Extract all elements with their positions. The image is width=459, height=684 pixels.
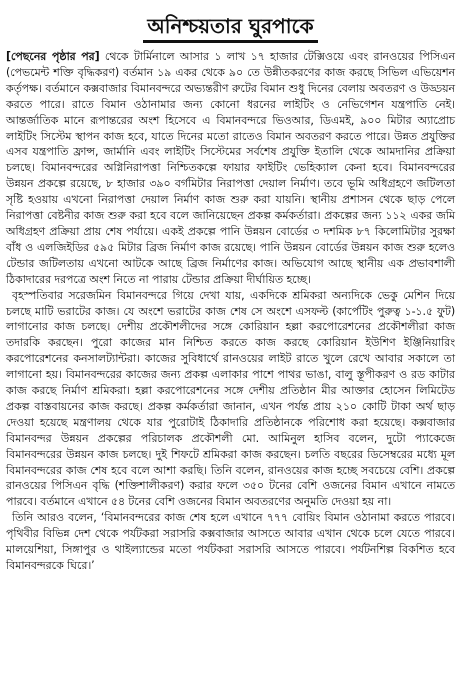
paragraph-text: থেকে টার্মিনালে আসার ১ লাখ ১৭ হাজার টেক্সিওয়ে এবং রানওয়ের পিসিএন (পেভমেন্ট শক্তি বৃদ্ধিকরণ) বর্তমান ১৯ একর থেকে ৯০ তে উন্নীতকরণের কাজ করছে সিভিল এভিয়েশন কর্তৃপক্ষ। বর্তমানে কক্সবাজার বিমানবন্দরে অভ্যন্তরীণ রুটের বিমান শুধু দিনের বেলায় অবতরণ ও উড্ডয়ন করতে পারে। রাতে বিমান ওঠানামার জন্য কোনো ধরনের লাইটিং ও নেভিগেশন যন্ত্রপাতি নেই। আন্তর্জাতিক মানে রূপান্তরের অংশ হিসেবে এ বিমানবন্দরে ভিওআর, ডিএমই, ৯০০ মিটার অ্যাপ্রোচ লাইটিং সিস্টেম স্থাপন কাজ হবে, যাতে দিনের মতো রাতেও বিমান অবতরণ করতে পারে। উন্নত প্রযুক্তির এসব যন্ত্রপাতি ফ্রান্স, জার্মানি এবং লাইটিং সিস্টেমের সর্বশেষ প্রযুক্তি ইতালি থেকে আমদানির প্রক্রিয়া চলছে। বিমানবন্দরের অগ্নিনিরাপত্তা নিশ্চিতকল্পে ফায়ার ফাইটিং ভেহিক্যাল কেনা হবে। বিমানবন্দরের উন্নয়ন প্রকল্পে রয়েছে, ৮ হাজার ৩৯০ বর্গমিটার নিরাপত্তা দেয়াল নির্মাণ। তবে ভূমি অধিগ্রহণে জটিলতা সৃষ্টি হওয়ায় এখনো নিরাপত্তা দেয়াল নির্মাণ কাজ শুরু করা যায়নি। স্থানীয় প্রশাসন থেকে ছাড় পেলে নিরাপত্তা বেষ্টনীর কাজ শুরু করা হবে বলে জানিয়েছেন প্রকল্প কর্মকর্তারা। প্রকল্পের জন্য ১১২ একর জমি অধিগ্রহণ প্রক্রিয়া প্রায় শেষ পর্যায়ে। একই প্রকল্পে পানি উন্নয়ন বোর্ডের ৩ দশমিক ৮৭ কিলোমিটার সুরক্ষা বাঁধ ও এলজিইডির ৫৯৫ মিটার ব্রিজ নির্মাণ কাজ রয়েছে। পানি উন্নয়ন বোর্ডের উন্নয়ন কাজ শুরু হলেও টেন্ডার জটিলতায় এখনো আটকে আছে ব্রিজ নির্মাণের কাজ। অভিযোগ আছে স্থানীয় এক প্রভাবশালী ঠিকাদারের দরপত্রে অংশ নিতে না পারায় টেন্ডার প্রক্রিয়া দীর্ঘায়িত হচ্ছে। <box>6 50 456 286</box>
article-paragraph <box>6 288 455 511</box>
article-headline: অনিশ্চয়তার ঘুরপাকে <box>143 14 317 43</box>
continued-from-label: [পেছনের পৃষ্ঠার পর] <box>6 50 100 63</box>
paragraph-text: বৃহস্পতিবার সরেজমিন বিমানবন্দরে গিয়ে দেখা যায়, একদিকে শ্রমিকরা অন্যদিকে ভেকু মেশিন দিয়ে চলছে মাটি ভরাটের কাজ। যে অংশে ভরাটের কাজ শেষ সে অংশে এসফল্ট (কার্পেটিং পুরুত্ব ১-১.৫ ফুট) লাগানোর কাজ চলছে। দেশীয় প্রকৌশলীদের সঙ্গে কোরিয়ান হল্লা করপোরেশনের প্রকৌশলীরা কাজ তদারকি করছেন। পুরো কাজের মান নিশ্চিত করতে কাজ করছে কোরিয়ান ইউশিণ ইঞ্জিনিয়ারিং করপোরেশনের কনসালট্যান্টরা। কাজের সুবিধার্থে রানওয়ের লাইট রাতে খুলে রেখে আবার সকালে তা লাগানো হয়। বিমানবন্দরের কাজের জন্য প্রকল্প এলাকার পাশে পাথর ভাঙা, বালু স্তূপীকরণ ও রড কাটার কাজ করছে নির্মাণ শ্রমিকরা। হল্লা করপোরেশনের সঙ্গে দেশীয় প্রতিষ্ঠান মীর আক্তার হোসেন লিমিটেড প্রকল্প বাস্তবায়নের কাজ করছে। প্রকল্প কর্মকর্তারা জানান, এখন পর্যন্ত প্রায় ২১০ কোটি টাকা অর্থ ছাড় দেওয়া হয়েছে মন্ত্রণালয় থেকে যার পুরোটাই ঠিকাদারি প্রতিষ্ঠানকে পরিশোধ করা হয়েছে। কক্সবাজার বিমানবন্দর উন্নয়ন প্রকল্পের পরিচালক প্রকৌশলী মো. আমিনুল হাসিব বলেন, দুটো প্যাকেজে বিমানবন্দরের উন্নয়ন কাজ চলছে। দুই শিফটে শ্রমিকরা কাজ করছেন। চলতি বছরের ডিসেম্বরের মধ্যে মূল বিমানবন্দরের কাজ শেষ হবে বলে আশা করছি। তিনি বলেন, রানওয়ের কাজ হচ্ছে সবচেয়ে বেশি। প্রকল্পে রানওয়ের পিসিএন বৃদ্ধি (শক্তিশালীকরণ) করার ফলে ৩৫০ টনের বেশি ওজনের বিমান এখানে নামতে পারবে। বর্তমানে এখানে ৫৪ টনের বেশি ওজনের বিমান অবতরণের অনুমতি দেওয়া হয় না। <box>6 288 455 509</box>
paragraph-text: তিনি আরও বলেন, ‘বিমানবন্দরের কাজ শেষ হলে এখানে ৭৭৭ বোয়িং বিমান ওঠানামা করতে পারবে। পৃথিবীর বিভিন্ন দেশ থেকে পর্যটকরা সরাসরি কক্সবাজার আসতে আবার এখান থেকে চলে যেতে পারবে। মালয়েশিয়া, সিঙ্গাপুর ও থাইল্যান্ডের মতো পর্যটকরা সরাসরি আসতে পারবে। পর্যটনশিল্প বিকশিত হবে বিমানবন্দরকে ঘিরে।’ <box>6 511 455 572</box>
article-body <box>6 49 455 574</box>
article-paragraph <box>6 49 455 288</box>
article-paragraph <box>6 510 455 574</box>
